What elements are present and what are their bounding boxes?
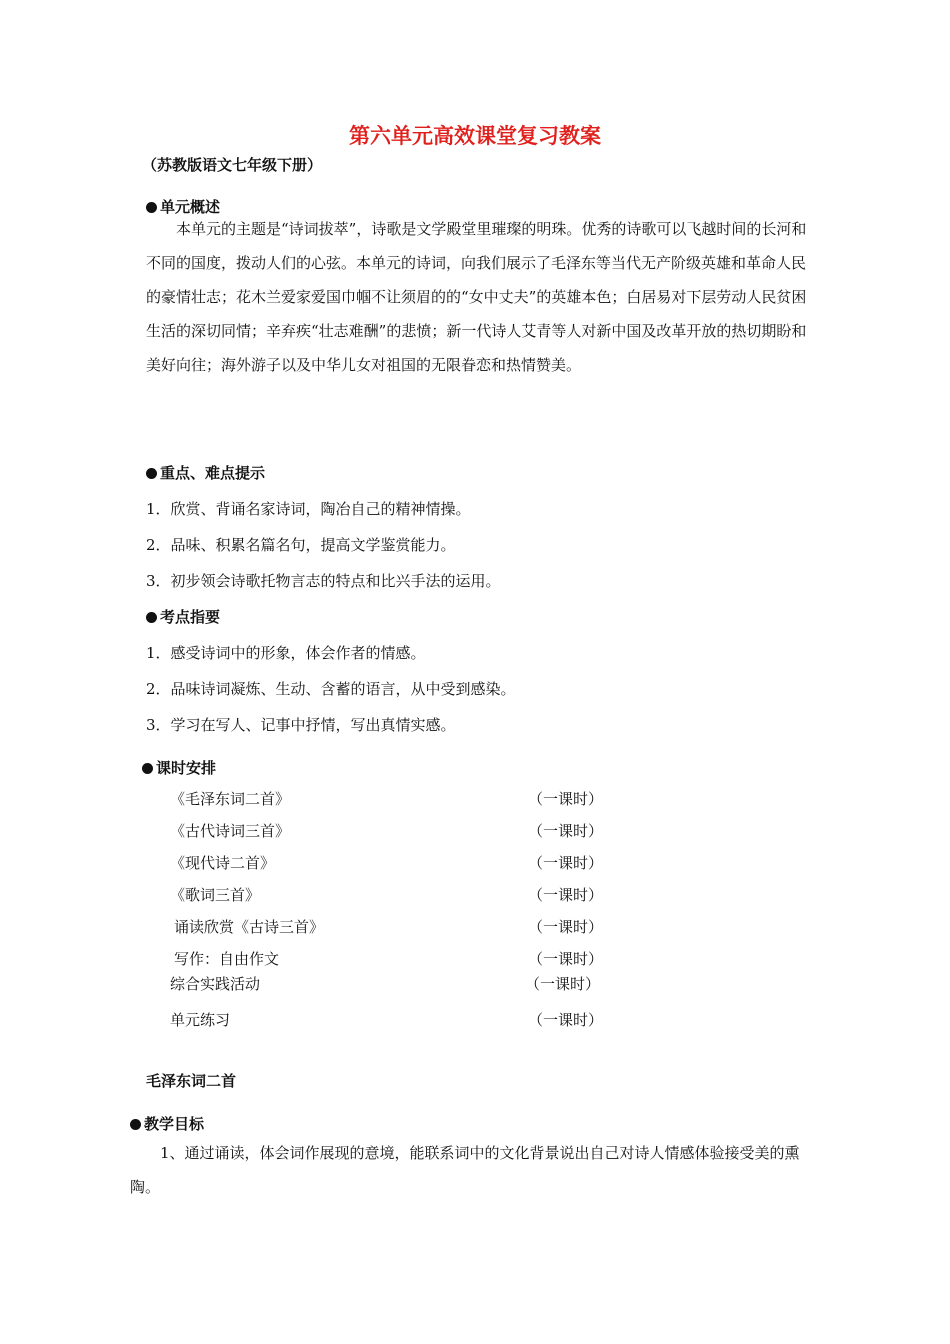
objective-paragraph: 1、通过诵读，体会词作展现的意境，能联系词中的文化背景说出自己对诗人情感体验接受美的熏陶。 [130,1144,800,1196]
document-subtitle: （苏教版语文七年级下册） [142,156,323,174]
section-heading-objectives: 教学目标 [130,1113,204,1134]
section-heading-exam: 考点指要 [146,606,220,627]
lesson-title: 毛泽东词二首 [146,1072,237,1090]
section-heading-keypoints: 重点、难点提示 [146,462,265,483]
schedule-lesson-name: 单元练习 [170,1011,231,1029]
schedule-lesson-time: （一课时） [528,854,604,872]
schedule-lesson-name: 写作：自由作文 [174,950,280,968]
schedule-lesson-name: 综合实践活动 [170,975,261,993]
bullet-icon [142,763,153,774]
schedule-lesson-name: 《现代诗二首》 [170,854,276,872]
document-title: 第六单元高效课堂复习教案 [349,123,601,148]
bullet-icon [146,468,157,479]
schedule-lesson-time: （一课时） [525,975,601,993]
overview-paragraph: 本单元的主题是“诗词拔萃”，诗歌是文学殿堂里璀璨的明珠。优秀的诗歌可以飞越时间的长河和不同的国度，拨动人们的心弦。本单元的诗词，向我们展示了毛泽东等当代无产阶级英雄和革命人民的豪情壮志；花木兰爱家爱国巾帼不让须眉的的“女中丈夫”的英雄本色；白居易对下层劳动人民贫困生活的深切同情；辛弃疾“壮志难酬”的悲愤；新一代诗人艾青等人对新中国及改革开放的热切期盼和美好向往；海外游子以及中华儿女对祖国的无限眷恋和热情赞美。 [146,220,807,374]
keypoint-item: 3．初步领会诗歌托物言志的特点和比兴手法的运用。 [146,572,501,590]
bullet-icon [146,612,157,623]
schedule-lesson-time: （一课时） [528,918,604,936]
keypoint-item: 1．欣赏、背诵名家诗词，陶冶自己的精神情操。 [146,500,471,518]
schedule-lesson-time: （一课时） [528,1011,604,1029]
schedule-lesson-name: 诵读欣赏《古诗三首》 [174,918,325,936]
schedule-lesson-time: （一课时） [528,822,604,840]
schedule-lesson-time: （一课时） [528,886,604,904]
schedule-lesson-name: 《古代诗词三首》 [170,822,291,840]
exam-item: 2．品味诗词凝炼、生动、含蓄的语言，从中受到感染。 [146,680,516,698]
schedule-lesson-time: （一课时） [528,950,604,968]
exam-item: 1．感受诗词中的形象，体会作者的情感。 [146,644,426,662]
schedule-lesson-time: （一课时） [528,790,604,808]
schedule-lesson-name: 《歌词三首》 [170,886,261,904]
section-heading-schedule: 课时安排 [142,757,216,778]
keypoint-item: 2．品味、积累名篇名句，提高文学鉴赏能力。 [146,536,456,554]
section-heading-overview: 单元概述 [146,196,220,217]
bullet-icon [130,1119,141,1130]
exam-item: 3．学习在写人、记事中抒情，写出真情实感。 [146,716,456,734]
schedule-lesson-name: 《毛泽东词二首》 [170,790,291,808]
